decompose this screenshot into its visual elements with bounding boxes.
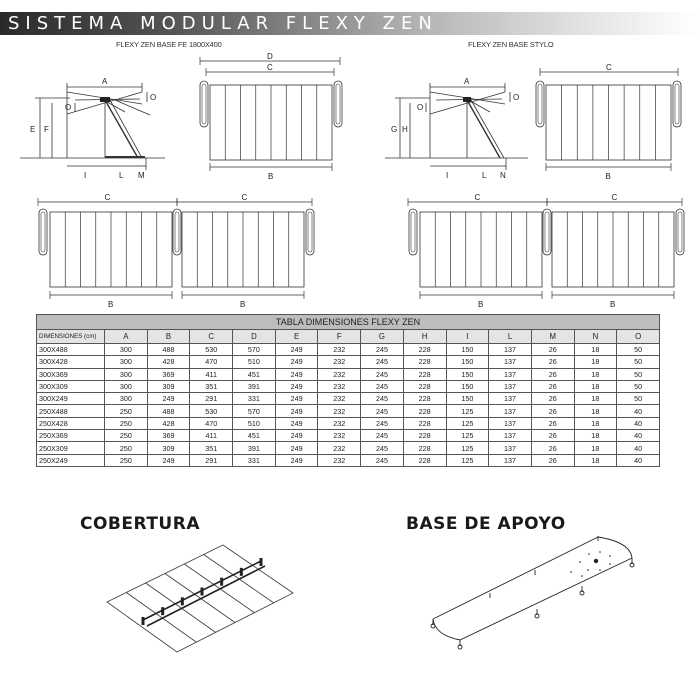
base-apoyo-drawing xyxy=(430,540,630,650)
dim-b-label: B xyxy=(605,172,611,181)
table-cell: 26 xyxy=(531,368,574,380)
table-cell: 26 xyxy=(531,344,574,356)
table-cell: 18 xyxy=(574,344,617,356)
table-cell: 50 xyxy=(617,344,660,356)
table-cell: 249 xyxy=(275,368,318,380)
side-bracket xyxy=(673,81,681,127)
dim-b-right-label: B xyxy=(610,300,616,309)
table-cell: 250 xyxy=(105,454,148,466)
base-bottom-edge xyxy=(460,558,632,640)
base-top-edge xyxy=(433,537,598,619)
table-cell: 250X488 xyxy=(37,405,105,417)
table-cell: 232 xyxy=(318,442,361,454)
table-cell: 470 xyxy=(190,417,233,429)
table-title: TABLA DIMENSIONES FLEXY ZEN xyxy=(37,315,660,330)
table-cell: 291 xyxy=(190,393,233,405)
table-cell: 137 xyxy=(489,380,532,392)
cobertura-slat xyxy=(126,593,196,643)
label-l: L xyxy=(482,171,487,180)
cobertura-clamp xyxy=(161,607,164,615)
table-cell: 232 xyxy=(318,368,361,380)
cobertura-clamp xyxy=(220,578,223,586)
table-cell: 137 xyxy=(489,430,532,442)
table-cell: 125 xyxy=(446,430,489,442)
base-apoyo-svg xyxy=(430,540,630,650)
side-bracket xyxy=(676,209,684,255)
table-cell: 232 xyxy=(318,417,361,429)
table-cell: 250 xyxy=(105,417,148,429)
table-cell: 228 xyxy=(403,356,446,368)
table-cell: 26 xyxy=(531,405,574,417)
table-cell: 570 xyxy=(233,344,276,356)
label-e: E xyxy=(30,125,36,134)
cobertura-slat xyxy=(146,583,216,632)
double-module-fe-svg xyxy=(30,185,330,310)
table-cell: 125 xyxy=(446,454,489,466)
table-cell: 50 xyxy=(617,368,660,380)
table-cell: 232 xyxy=(318,344,361,356)
table-cell: 228 xyxy=(403,430,446,442)
table-cell: 249 xyxy=(275,344,318,356)
right-diagram-title: FLEXY ZEN BASE STYLO xyxy=(468,40,554,49)
table-cell: 250X309 xyxy=(37,442,105,454)
table-cell: 137 xyxy=(489,454,532,466)
table-cell: 137 xyxy=(489,344,532,356)
table-cell: 391 xyxy=(233,380,276,392)
cobertura-clamp xyxy=(201,588,204,596)
front-view-stylo-svg xyxy=(538,55,688,185)
table-cell: 245 xyxy=(361,442,404,454)
table-cell: 150 xyxy=(446,368,489,380)
table-cell: 250 xyxy=(105,430,148,442)
table-cell: 351 xyxy=(190,380,233,392)
table-cell: 300 xyxy=(105,356,148,368)
table-row xyxy=(37,380,660,392)
base-apoyo-title: BASE DE APOYO xyxy=(406,514,566,534)
column-header: H xyxy=(403,330,446,344)
cobertura-svg xyxy=(95,545,305,660)
table-cell: 250X428 xyxy=(37,417,105,429)
table-cell: 250X249 xyxy=(37,454,105,466)
label-o-top: O xyxy=(150,93,157,102)
label-f: F xyxy=(44,125,49,134)
table-cell: 530 xyxy=(190,405,233,417)
table-cell: 488 xyxy=(147,405,190,417)
double-module-fe xyxy=(30,185,330,310)
table-cell: 369 xyxy=(147,368,190,380)
table-cell: 137 xyxy=(489,356,532,368)
table-cell: 26 xyxy=(531,454,574,466)
table-cell: 40 xyxy=(617,442,660,454)
table-cell: 300X488 xyxy=(37,344,105,356)
table-cell: 18 xyxy=(574,430,617,442)
table-cell: 50 xyxy=(617,393,660,405)
table-cell: 232 xyxy=(318,380,361,392)
table-cell: 40 xyxy=(617,417,660,429)
table-cell: 250 xyxy=(105,442,148,454)
table-cell: 451 xyxy=(233,368,276,380)
dim-c-left-label: C xyxy=(474,193,481,202)
table-cell: 249 xyxy=(147,393,190,405)
table-cell: 150 xyxy=(446,344,489,356)
dim-c-label: C xyxy=(267,63,273,72)
table-row xyxy=(37,454,660,466)
table-cell: 300 xyxy=(105,393,148,405)
table-cell: 18 xyxy=(574,454,617,466)
table-cell: 228 xyxy=(403,368,446,380)
column-header: A xyxy=(105,330,148,344)
table-cell: 249 xyxy=(147,454,190,466)
table-cell: 300 xyxy=(105,368,148,380)
label-i: I xyxy=(84,171,87,180)
dim-c-right-label: C xyxy=(241,193,248,202)
table-row xyxy=(37,356,660,368)
table-cell: 228 xyxy=(403,380,446,392)
table-cell: 125 xyxy=(446,417,489,429)
cobertura-clamp xyxy=(181,597,184,605)
table-cell: 300X428 xyxy=(37,356,105,368)
column-header: G xyxy=(361,330,404,344)
label-g: G xyxy=(391,125,398,134)
table-cell: 150 xyxy=(446,356,489,368)
dim-c-right-label: C xyxy=(611,193,618,202)
side-profile-fe xyxy=(20,70,170,185)
table-cell: 137 xyxy=(489,417,532,429)
table-cell: 309 xyxy=(147,442,190,454)
table-cell: 228 xyxy=(403,454,446,466)
table-cell: 137 xyxy=(489,393,532,405)
table-cell: 249 xyxy=(275,454,318,466)
dim-c-label: C xyxy=(606,63,612,72)
side-bracket xyxy=(39,209,47,255)
table-cell: 411 xyxy=(190,430,233,442)
table-cell: 245 xyxy=(361,405,404,417)
table-cell: 18 xyxy=(574,356,617,368)
table-header-row xyxy=(37,330,660,344)
table-cell: 26 xyxy=(531,417,574,429)
table-cell: 249 xyxy=(275,356,318,368)
hub-mechanism xyxy=(463,97,471,102)
table-cell: 245 xyxy=(361,417,404,429)
table-cell: 291 xyxy=(190,454,233,466)
table-cell: 331 xyxy=(233,454,276,466)
label-m: M xyxy=(138,171,145,180)
column-header: E xyxy=(275,330,318,344)
table-cell: 510 xyxy=(233,356,276,368)
table-cell: 245 xyxy=(361,356,404,368)
label-i: I xyxy=(446,171,449,180)
label-n: N xyxy=(500,171,506,180)
label-o-side: O xyxy=(65,103,72,112)
cobertura-clamp xyxy=(240,568,243,576)
table-cell: 150 xyxy=(446,380,489,392)
table-cell: 18 xyxy=(574,380,617,392)
table-cell: 18 xyxy=(574,393,617,405)
table-row xyxy=(37,442,660,454)
table-cell: 245 xyxy=(361,344,404,356)
table-cell: 300X309 xyxy=(37,380,105,392)
table-cell: 18 xyxy=(574,417,617,429)
table-row xyxy=(37,405,660,417)
table-cell: 331 xyxy=(233,393,276,405)
label-o-side: O xyxy=(417,103,424,112)
dimensions-table-wrap xyxy=(36,314,660,467)
table-cell: 428 xyxy=(147,417,190,429)
table-cell: 249 xyxy=(275,417,318,429)
table-cell: 245 xyxy=(361,393,404,405)
table-cell: 26 xyxy=(531,380,574,392)
table-cell: 530 xyxy=(190,344,233,356)
table-cell: 245 xyxy=(361,430,404,442)
table-cell: 40 xyxy=(617,454,660,466)
table-cell: 391 xyxy=(233,442,276,454)
page-title: SISTEMA MODULAR FLEXY ZEN xyxy=(8,13,438,34)
label-l: L xyxy=(119,171,124,180)
table-row xyxy=(37,417,660,429)
table-row xyxy=(37,344,660,356)
table-cell: 488 xyxy=(147,344,190,356)
side-profile-fe-svg xyxy=(20,70,170,185)
side-bracket xyxy=(543,209,551,255)
side-profile-stylo xyxy=(370,70,520,185)
table-cell: 232 xyxy=(318,393,361,405)
title-banner xyxy=(0,12,700,35)
column-header: L xyxy=(489,330,532,344)
table-cell: 26 xyxy=(531,393,574,405)
side-bracket xyxy=(200,81,208,127)
table-cell: 249 xyxy=(275,380,318,392)
table-cell: 232 xyxy=(318,405,361,417)
table-row xyxy=(37,430,660,442)
table-cell: 137 xyxy=(489,405,532,417)
table-cell: 309 xyxy=(147,380,190,392)
column-header: I xyxy=(446,330,489,344)
base-anchor-holes xyxy=(570,551,611,577)
table-cell: 250X369 xyxy=(37,430,105,442)
dim-c-left-label: C xyxy=(104,193,111,202)
front-view-fe-svg xyxy=(198,52,348,185)
table-cell: 250 xyxy=(105,405,148,417)
table-cell: 137 xyxy=(489,442,532,454)
dim-b-label: B xyxy=(268,172,274,181)
table-cell: 232 xyxy=(318,430,361,442)
table-cell: 228 xyxy=(403,417,446,429)
table-cell: 249 xyxy=(275,405,318,417)
table-row xyxy=(37,368,660,380)
side-bracket xyxy=(334,81,342,127)
table-cell: 228 xyxy=(403,393,446,405)
table-cell: 300 xyxy=(105,344,148,356)
table-cell: 40 xyxy=(617,405,660,417)
cobertura-slat xyxy=(165,574,235,623)
front-view-fe xyxy=(198,52,348,185)
column-header: DIMENSIONES (cm) xyxy=(37,330,105,344)
table-cell: 18 xyxy=(574,442,617,454)
table-cell: 228 xyxy=(403,442,446,454)
column-header: O xyxy=(617,330,660,344)
cobertura-clamp xyxy=(142,617,145,625)
front-view-stylo xyxy=(538,55,688,185)
table-cell: 26 xyxy=(531,356,574,368)
table-cell: 300 xyxy=(105,380,148,392)
table-cell: 428 xyxy=(147,356,190,368)
table-cell: 50 xyxy=(617,356,660,368)
dim-d-label: D xyxy=(267,52,273,61)
table-cell: 245 xyxy=(361,380,404,392)
base-left-curve xyxy=(433,619,460,640)
table-cell: 18 xyxy=(574,405,617,417)
cobertura-clamp xyxy=(260,558,263,566)
table-cell: 470 xyxy=(190,356,233,368)
table-cell: 40 xyxy=(617,430,660,442)
column-header: D xyxy=(233,330,276,344)
table-cell: 249 xyxy=(275,393,318,405)
table-cell: 369 xyxy=(147,430,190,442)
label-a: A xyxy=(464,77,470,86)
table-cell: 300X249 xyxy=(37,393,105,405)
base-right-curve xyxy=(598,537,632,558)
table-cell: 137 xyxy=(489,368,532,380)
table-cell: 232 xyxy=(318,454,361,466)
table-cell: 125 xyxy=(446,442,489,454)
hub-mechanism xyxy=(100,97,110,102)
double-module-stylo xyxy=(400,185,700,310)
table-cell: 570 xyxy=(233,405,276,417)
double-module-stylo-svg xyxy=(400,185,700,310)
dimensions-table xyxy=(36,314,660,467)
strut xyxy=(105,100,138,158)
column-header: B xyxy=(147,330,190,344)
column-header: F xyxy=(318,330,361,344)
table-cell: 245 xyxy=(361,368,404,380)
left-diagram-title: FLEXY ZEN BASE FE 1800X400 xyxy=(116,40,222,49)
table-cell: 18 xyxy=(574,368,617,380)
cobertura-title: COBERTURA xyxy=(80,514,200,534)
label-a: A xyxy=(102,77,108,86)
column-header: N xyxy=(574,330,617,344)
table-cell: 228 xyxy=(403,405,446,417)
table-cell: 510 xyxy=(233,417,276,429)
side-profile-stylo-svg xyxy=(370,70,520,185)
dim-b-right-label: B xyxy=(240,300,246,309)
table-row xyxy=(37,393,660,405)
table-cell: 232 xyxy=(318,356,361,368)
dim-b-left-label: B xyxy=(478,300,484,309)
side-bracket xyxy=(306,209,314,255)
column-header: C xyxy=(190,330,233,344)
label-o-top: O xyxy=(513,93,520,102)
table-cell: 228 xyxy=(403,344,446,356)
table-cell: 245 xyxy=(361,454,404,466)
table-cell: 50 xyxy=(617,380,660,392)
table-cell: 26 xyxy=(531,430,574,442)
table-cell: 125 xyxy=(446,405,489,417)
dim-b-left-label: B xyxy=(108,300,114,309)
side-bracket xyxy=(536,81,544,127)
table-body xyxy=(37,344,660,467)
table-cell: 451 xyxy=(233,430,276,442)
table-cell: 411 xyxy=(190,368,233,380)
table-cell: 249 xyxy=(275,430,318,442)
label-h: H xyxy=(402,125,408,134)
cobertura-drawing xyxy=(95,545,305,660)
table-cell: 150 xyxy=(446,393,489,405)
side-bracket xyxy=(173,209,181,255)
table-cell: 26 xyxy=(531,442,574,454)
side-bracket xyxy=(409,209,417,255)
table-cell: 351 xyxy=(190,442,233,454)
column-header: M xyxy=(531,330,574,344)
table-cell: 300X369 xyxy=(37,368,105,380)
table-cell: 249 xyxy=(275,442,318,454)
